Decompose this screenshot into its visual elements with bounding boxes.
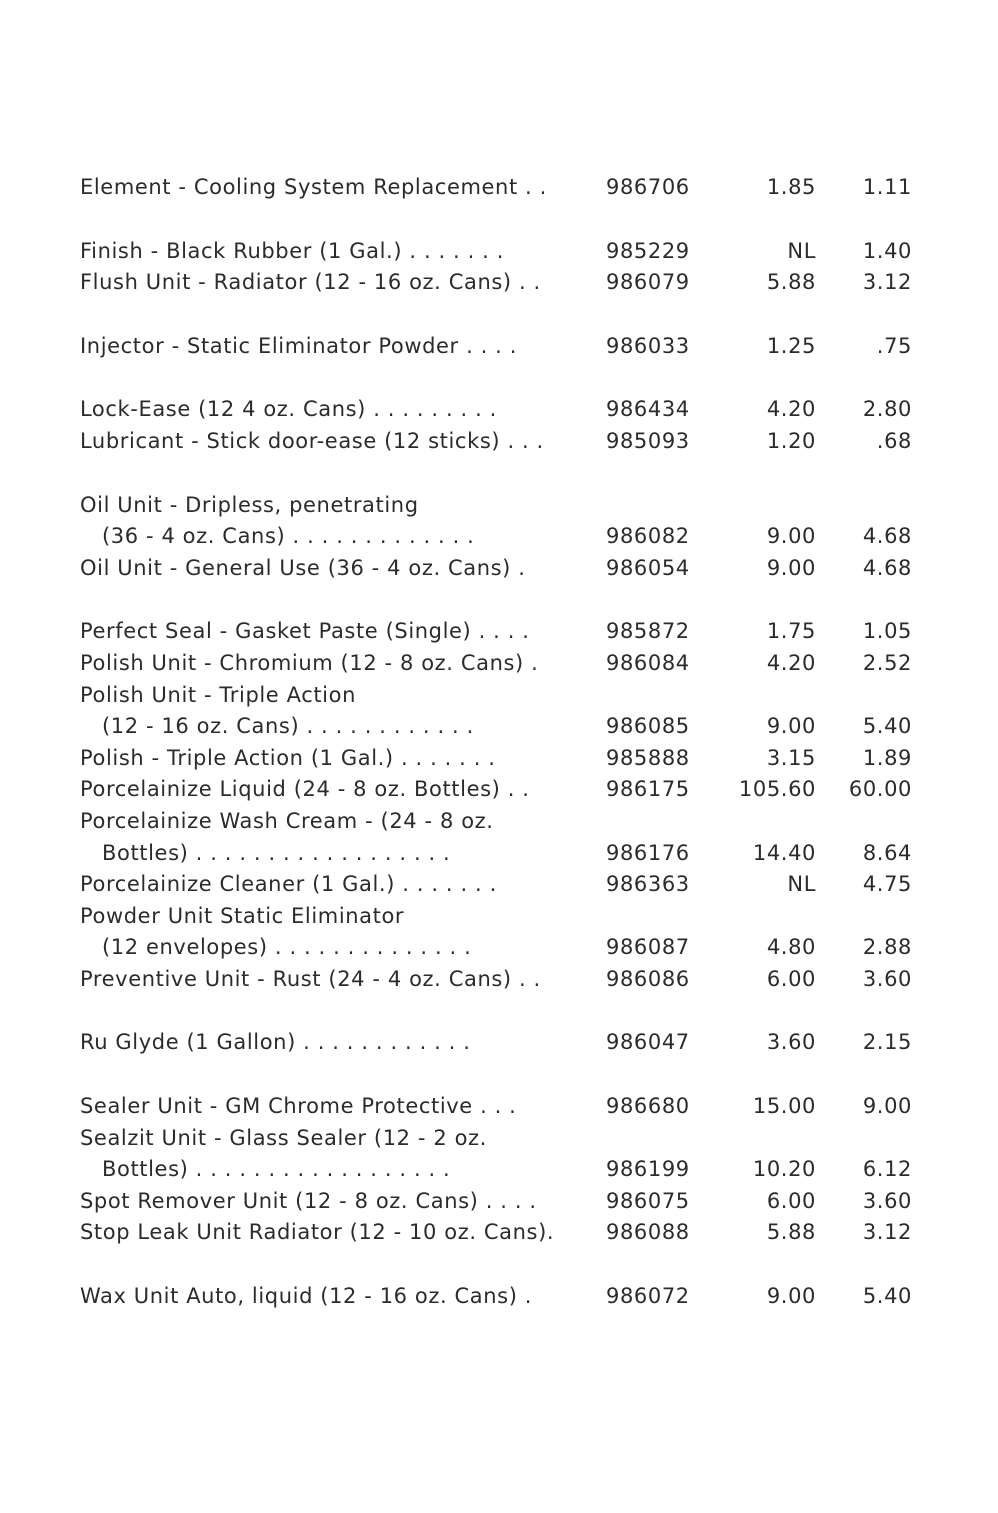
dealer-price: 5.40 bbox=[862, 714, 912, 739]
list-item bbox=[80, 394, 920, 426]
list-price: 5.88 bbox=[766, 270, 816, 295]
dealer-price: 9.00 bbox=[862, 1094, 912, 1119]
part-number: 986047 bbox=[606, 1030, 690, 1055]
item-description: Finish - Black Rubber (1 Gal.) . . . . . . . bbox=[80, 238, 504, 263]
list-item bbox=[80, 1154, 920, 1186]
list-item bbox=[80, 172, 920, 204]
dealer-price: 2.80 bbox=[862, 397, 912, 422]
dealer-price: 1.40 bbox=[862, 238, 912, 263]
item-description: Perfect Seal - Gasket Paste (Single) . . . . bbox=[80, 619, 530, 644]
list-price: NL bbox=[787, 872, 816, 897]
list-price: 1.20 bbox=[766, 428, 816, 453]
part-number: 985888 bbox=[606, 745, 690, 770]
list-price: 9.00 bbox=[766, 524, 816, 549]
item-description: Injector - Static Eliminator Powder . . . . bbox=[80, 333, 517, 358]
part-number: 986706 bbox=[606, 175, 690, 199]
list-item bbox=[80, 743, 920, 775]
item-description: Preventive Unit - Rust (24 - 4 oz. Cans) . . bbox=[80, 966, 541, 991]
list-item bbox=[80, 869, 920, 901]
dealer-price: 6.12 bbox=[862, 1157, 912, 1182]
list-item bbox=[80, 331, 920, 363]
dealer-price: .75 bbox=[876, 333, 912, 358]
part-number: 985093 bbox=[606, 428, 690, 453]
part-number: 986175 bbox=[606, 777, 690, 802]
list-item bbox=[80, 964, 920, 996]
item-group bbox=[80, 490, 920, 585]
list-item bbox=[80, 774, 920, 806]
part-number: 986084 bbox=[606, 650, 690, 675]
part-number: 986680 bbox=[606, 1094, 690, 1119]
list-price: 14.40 bbox=[752, 840, 816, 865]
list-item bbox=[80, 1281, 920, 1313]
dealer-price: 3.60 bbox=[862, 1188, 912, 1213]
item-group bbox=[80, 1091, 920, 1249]
item-description: Element - Cooling System Replacement . . bbox=[80, 175, 547, 199]
list-price: 4.20 bbox=[766, 650, 816, 675]
item-description: Bottles) . . . . . . . . . . . . . . . . . . bbox=[102, 840, 451, 865]
list-item bbox=[80, 901, 920, 933]
dealer-price: 3.60 bbox=[862, 966, 912, 991]
item-description: Ru Glyde (1 Gallon) . . . . . . . . . . . . bbox=[80, 1030, 471, 1055]
dealer-price: 2.88 bbox=[862, 935, 912, 960]
list-item bbox=[80, 553, 920, 585]
list-item bbox=[80, 648, 920, 680]
dealer-price: 4.68 bbox=[862, 555, 912, 580]
list-item bbox=[80, 616, 920, 648]
list-item bbox=[80, 521, 920, 553]
item-description: Bottles) . . . . . . . . . . . . . . . . . . bbox=[102, 1157, 451, 1182]
list-item bbox=[80, 1091, 920, 1123]
list-item bbox=[80, 1123, 920, 1155]
part-number: 986363 bbox=[606, 872, 690, 897]
list-price: NL bbox=[787, 238, 816, 263]
list-item bbox=[80, 1027, 920, 1059]
item-group bbox=[80, 236, 920, 299]
item-group bbox=[80, 1281, 920, 1313]
list-price: 6.00 bbox=[766, 966, 816, 991]
item-description: Polish - Triple Action (1 Gal.) . . . . . . . bbox=[80, 745, 496, 770]
item-description: Polish Unit - Triple Action bbox=[80, 682, 356, 707]
part-number: 986087 bbox=[606, 935, 690, 960]
item-description: Flush Unit - Radiator (12 - 16 oz. Cans) . . bbox=[80, 270, 541, 295]
item-description: Lubricant - Stick door-ease (12 sticks) . . . bbox=[80, 428, 544, 453]
dealer-price: 8.64 bbox=[862, 840, 912, 865]
dealer-price: 60.00 bbox=[848, 777, 912, 802]
list-price: 6.00 bbox=[766, 1188, 816, 1213]
item-description: Lock-Ease (12 4 oz. Cans) . . . . . . . . . bbox=[80, 397, 497, 422]
item-group bbox=[80, 1027, 920, 1059]
list-price: 1.25 bbox=[766, 333, 816, 358]
part-number: 986033 bbox=[606, 333, 690, 358]
dealer-price: 1.05 bbox=[862, 619, 912, 644]
list-item bbox=[80, 838, 920, 870]
part-number: 986176 bbox=[606, 840, 690, 865]
item-description: Porcelainize Wash Cream - (24 - 8 oz. bbox=[80, 808, 494, 833]
part-number: 986085 bbox=[606, 714, 690, 739]
part-number: 986054 bbox=[606, 555, 690, 580]
item-description: (36 - 4 oz. Cans) . . . . . . . . . . . . . bbox=[102, 524, 475, 549]
dealer-price: 4.75 bbox=[862, 872, 912, 897]
item-description: Wax Unit Auto, liquid (12 - 16 oz. Cans) . bbox=[80, 1284, 533, 1309]
dealer-price: 4.68 bbox=[862, 524, 912, 549]
item-group bbox=[80, 616, 920, 995]
part-number: 986434 bbox=[606, 397, 690, 422]
list-price: 4.20 bbox=[766, 397, 816, 422]
part-number: 986079 bbox=[606, 270, 690, 295]
dealer-price: 3.12 bbox=[862, 270, 912, 295]
part-number: 986072 bbox=[606, 1284, 690, 1309]
list-price: 9.00 bbox=[766, 714, 816, 739]
list-price: 9.00 bbox=[766, 1284, 816, 1309]
list-price: 105.60 bbox=[738, 777, 816, 802]
list-price: 10.20 bbox=[752, 1157, 816, 1182]
list-price: 3.15 bbox=[766, 745, 816, 770]
part-number: 986075 bbox=[606, 1188, 690, 1213]
list-price: 1.75 bbox=[766, 619, 816, 644]
list-price: 1.85 bbox=[766, 175, 816, 199]
list-item bbox=[80, 426, 920, 458]
dealer-price: 1.89 bbox=[862, 745, 912, 770]
dealer-price: 3.12 bbox=[862, 1220, 912, 1245]
part-number: 986088 bbox=[606, 1220, 690, 1245]
item-description: Powder Unit Static Eliminator bbox=[80, 903, 405, 928]
item-group bbox=[80, 331, 920, 363]
list-price: 3.60 bbox=[766, 1030, 816, 1055]
item-description: Polish Unit - Chromium (12 - 8 oz. Cans) . bbox=[80, 650, 539, 675]
part-number: 986082 bbox=[606, 524, 690, 549]
dealer-price: 2.52 bbox=[862, 650, 912, 675]
item-description: Porcelainize Cleaner (1 Gal.) . . . . . . . bbox=[80, 872, 497, 897]
dealer-price: 2.15 bbox=[862, 1030, 912, 1055]
part-number: 986086 bbox=[606, 966, 690, 991]
item-description: (12 - 16 oz. Cans) . . . . . . . . . . . . bbox=[102, 714, 474, 739]
list-item bbox=[80, 490, 920, 522]
item-description: Oil Unit - General Use (36 - 4 oz. Cans) . bbox=[80, 555, 526, 580]
list-item bbox=[80, 680, 920, 712]
list-item bbox=[80, 236, 920, 268]
list-price: 15.00 bbox=[752, 1094, 816, 1119]
list-item bbox=[80, 1186, 920, 1218]
list-item bbox=[80, 267, 920, 299]
item-description: Sealzit Unit - Glass Sealer (12 - 2 oz. bbox=[80, 1125, 487, 1150]
list-item bbox=[80, 1217, 920, 1249]
item-group bbox=[80, 394, 920, 457]
parts-price-list bbox=[80, 172, 920, 1345]
list-item bbox=[80, 932, 920, 964]
item-description: (12 envelopes) . . . . . . . . . . . . . . bbox=[102, 935, 472, 960]
list-item bbox=[80, 711, 920, 743]
part-number: 986199 bbox=[606, 1157, 690, 1182]
item-description: Spot Remover Unit (12 - 8 oz. Cans) . . . . bbox=[80, 1188, 537, 1213]
item-description: Porcelainize Liquid (24 - 8 oz. Bottles) . . bbox=[80, 777, 530, 802]
list-item bbox=[80, 806, 920, 838]
list-price: 9.00 bbox=[766, 555, 816, 580]
item-description: Oil Unit - Dripless, penetrating bbox=[80, 492, 419, 517]
list-price: 4.80 bbox=[766, 935, 816, 960]
part-number: 985229 bbox=[606, 238, 690, 263]
item-group bbox=[80, 172, 920, 204]
dealer-price: .68 bbox=[876, 428, 912, 453]
item-description: Sealer Unit - GM Chrome Protective . . . bbox=[80, 1094, 517, 1119]
part-number: 985872 bbox=[606, 619, 690, 644]
dealer-price: 1.11 bbox=[862, 175, 912, 199]
dealer-price: 5.40 bbox=[862, 1284, 912, 1309]
list-price: 5.88 bbox=[766, 1220, 816, 1245]
item-description: Stop Leak Unit Radiator (12 - 10 oz. Cans). bbox=[80, 1220, 555, 1245]
